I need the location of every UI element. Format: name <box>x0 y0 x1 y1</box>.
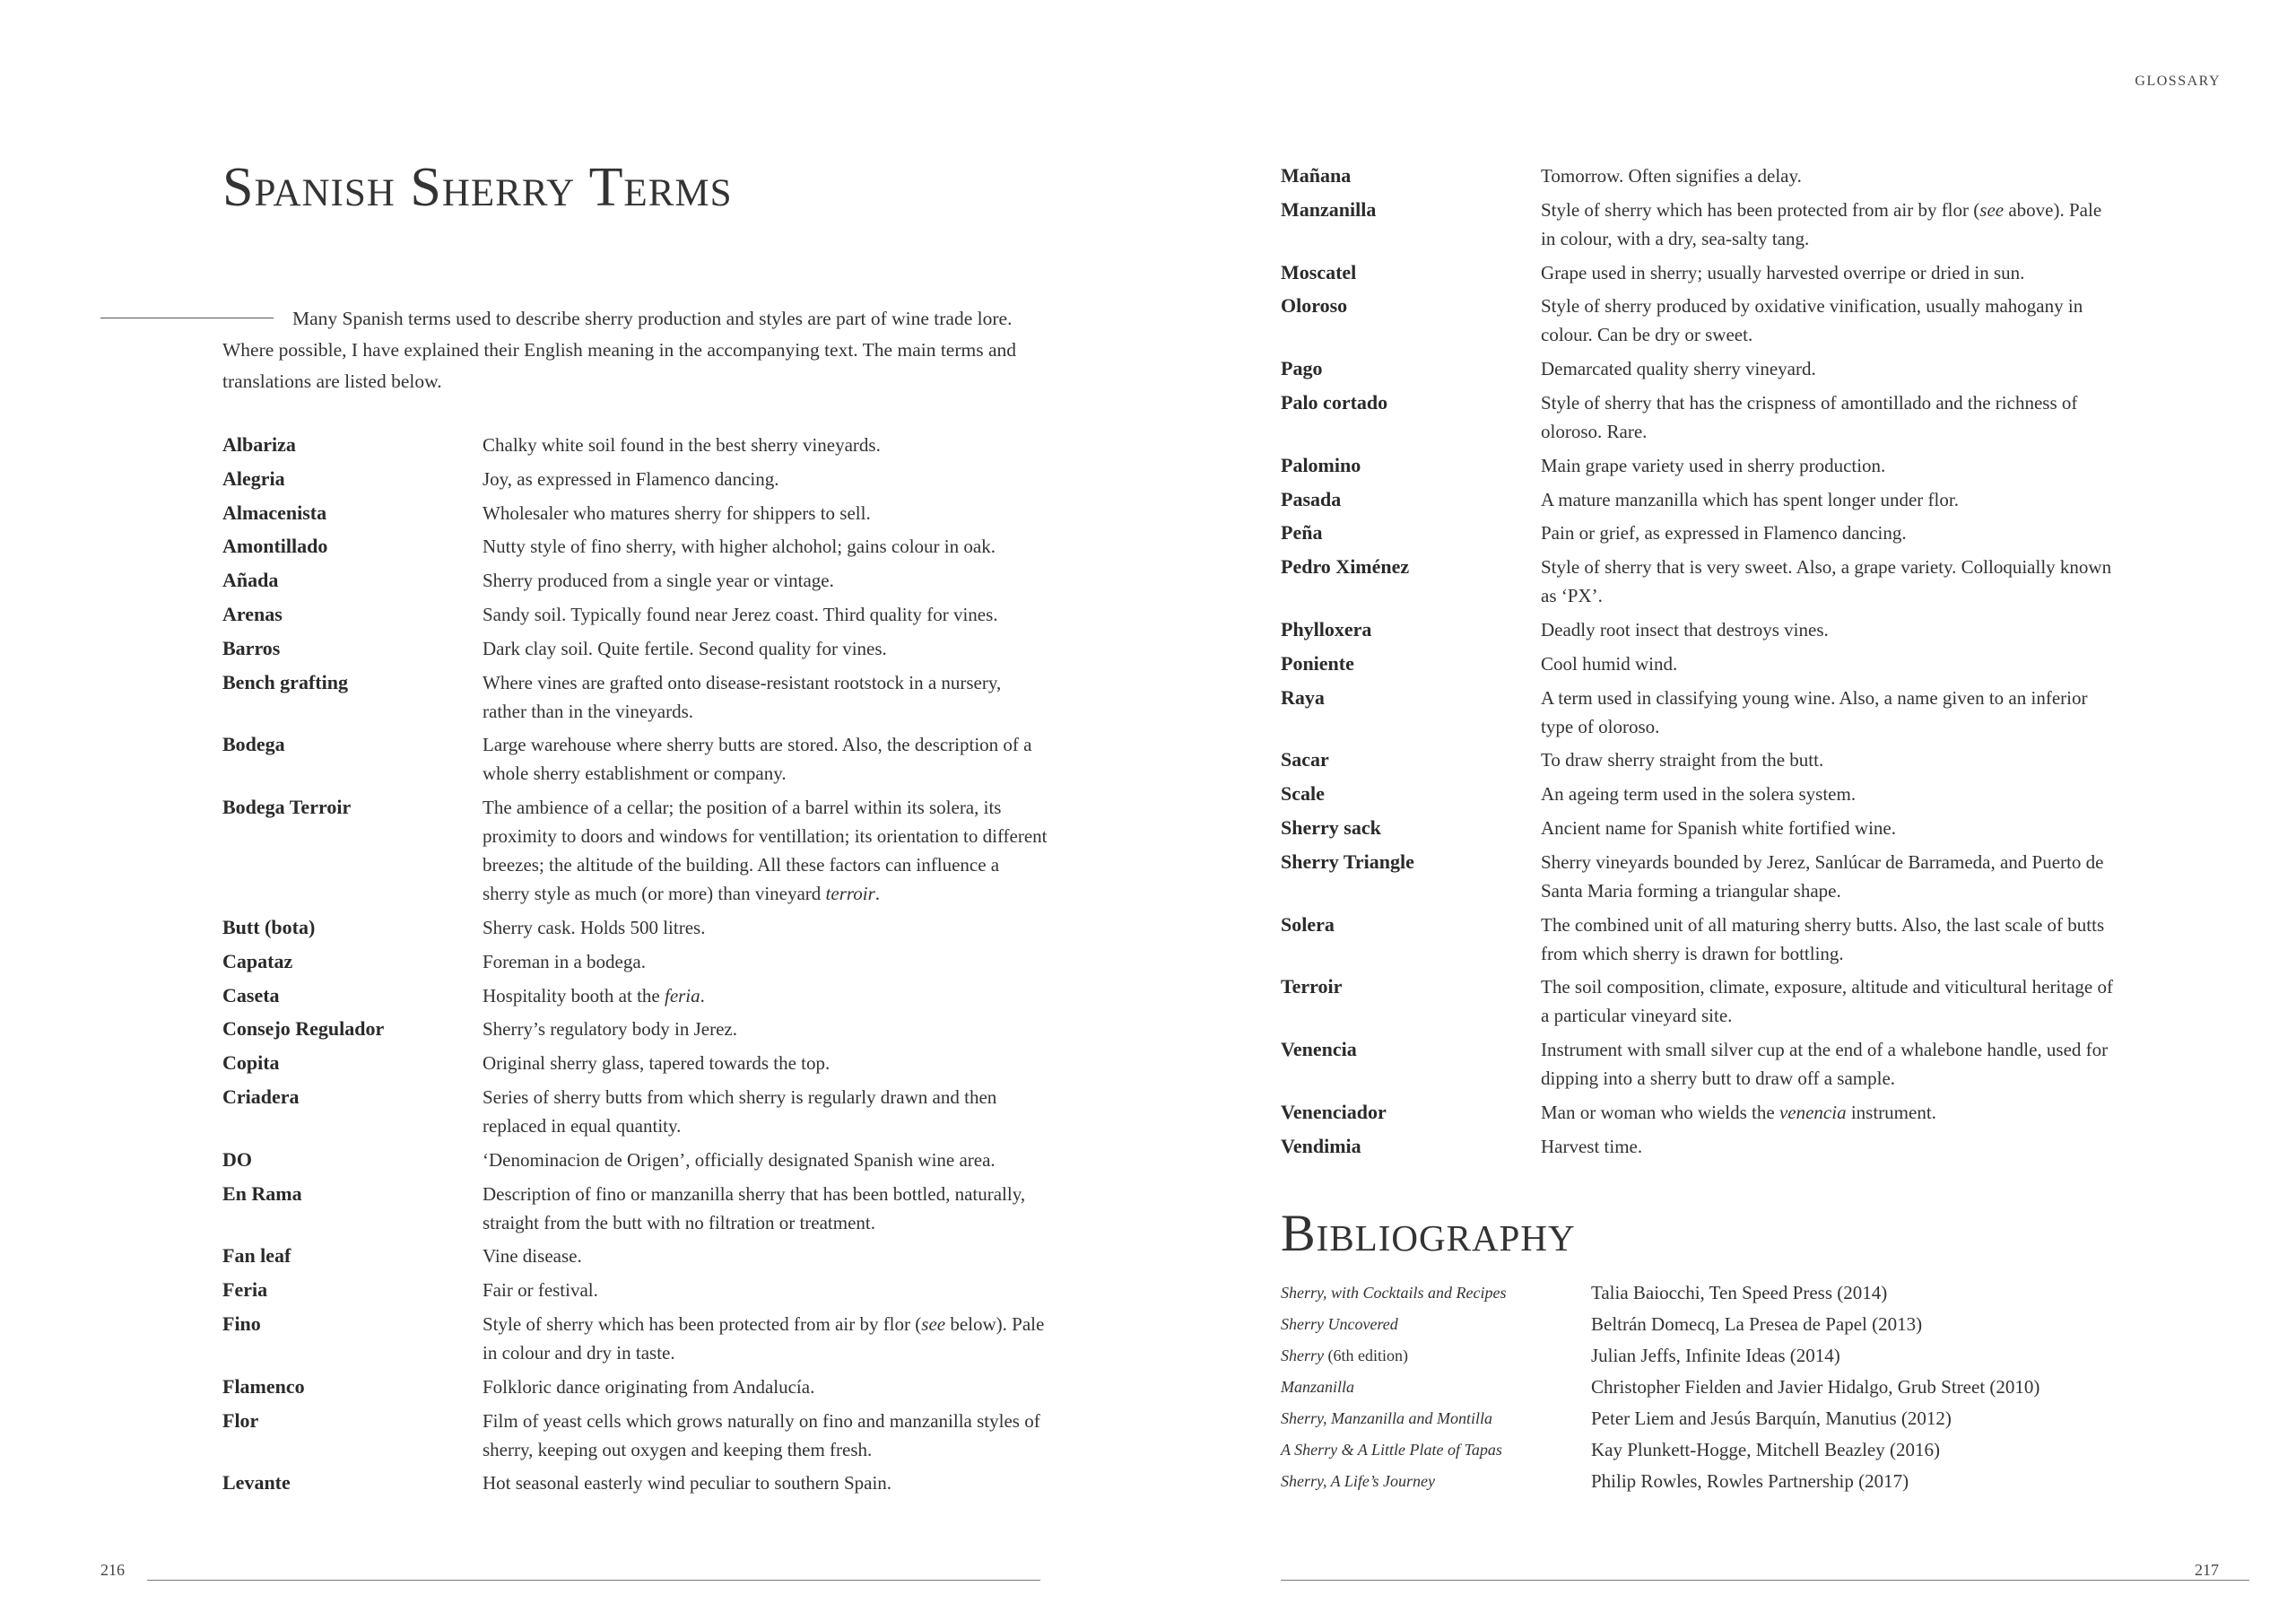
book-title-text: Sherry Uncovered <box>1281 1315 1398 1333</box>
glossary-term: Amontillado <box>222 535 328 558</box>
definition-italic: venencia <box>1779 1101 1847 1123</box>
glossary-entry <box>222 730 1048 788</box>
glossary-term: Sacar <box>1281 748 1329 771</box>
glossary-entry <box>222 1373 1048 1401</box>
glossary-definition <box>1541 972 2115 1030</box>
definition-text-after: . <box>700 984 705 1007</box>
glossary-definition <box>483 499 1048 527</box>
glossary-definition <box>483 668 1048 726</box>
definition-text: Style of sherry which has been protected from air by flor ( <box>1541 198 1980 221</box>
definition-text: Sherry cask. Holds 500 litres. <box>483 916 706 938</box>
glossary-entry <box>1281 615 2115 644</box>
glossary-entry <box>1281 911 2115 968</box>
glossary-definition <box>1541 1132 2115 1161</box>
glossary-entry <box>1281 354 2115 383</box>
glossary-term: Scale <box>1281 782 1325 806</box>
glossary-term: Capataz <box>222 949 293 972</box>
book-title-text: Sherry, with Cocktails and Recipes <box>1281 1284 1507 1302</box>
glossary-definition <box>483 947 1048 976</box>
definition-text: Large warehouse where sherry butts are stored. Also, the description of a whole sherry establishment or company. <box>483 734 1032 785</box>
definition-text: Joy, as expressed in Flamenco dancing. <box>483 467 779 490</box>
bibliography-entry <box>1281 1340 2178 1372</box>
glossary-entry <box>1281 258 2115 287</box>
glossary-definition <box>483 532 1048 561</box>
glossary-definition <box>483 981 1048 1010</box>
glossary-term: Criadera <box>222 1085 300 1108</box>
book-publication: Kay Plunkett-Hogge, Mitchell Beazley (2016) <box>1591 1439 1940 1460</box>
glossary-entry <box>222 431 1048 459</box>
glossary-entry <box>222 913 1048 942</box>
glossary-definition <box>483 793 1048 908</box>
glossary-entry <box>1281 553 2115 610</box>
book-title <box>1281 1378 1591 1397</box>
glossary-entry <box>222 668 1048 726</box>
glossary-entry <box>1281 292 2115 349</box>
definition-text: Ancient name for Spanish white fortified wine. <box>1541 816 1896 839</box>
book-publication: Talia Baiocchi, Ten Speed Press (2014) <box>1591 1282 1888 1303</box>
glossary-term: Añada <box>222 569 279 592</box>
glossary-entry <box>222 1049 1048 1077</box>
glossary-term: Butt (bota) <box>222 915 316 938</box>
glossary-term: Terroir <box>1281 975 1343 998</box>
glossary-definition <box>1541 161 2115 190</box>
glossary-term: Arenas <box>222 602 283 625</box>
glossary-term: Alegria <box>222 466 285 490</box>
bibliography-entry <box>1281 1277 2178 1309</box>
book-publication: Christopher Fielden and Javier Hidalgo, Grub Street (2010) <box>1591 1376 2040 1398</box>
book-title <box>1281 1346 1591 1365</box>
glossary-entry <box>1281 972 2115 1030</box>
glossary-term: Sherry sack <box>1281 815 1381 839</box>
definition-text-after: below). Pale in colour and dry in taste. <box>483 1312 1045 1364</box>
glossary-definition <box>483 1083 1048 1140</box>
glossary-entry <box>222 1276 1048 1304</box>
glossary-term: Bodega Terroir <box>222 796 352 819</box>
glossary-term: Manzanilla <box>1281 197 1377 221</box>
definition-text: Style of sherry produced by oxidative vinification, usually mahogany in colour. Can be dry or sweet. <box>1541 295 2083 346</box>
bibliography-entry <box>1281 1403 2178 1434</box>
glossary-entry <box>1281 780 2115 808</box>
glossary-definition <box>483 566 1048 595</box>
glossary-entry <box>222 947 1048 976</box>
glossary-term: Flor <box>222 1408 259 1432</box>
book-title-text: Sherry <box>1281 1346 1324 1364</box>
glossary-term: Levante <box>222 1471 291 1495</box>
glossary-definition <box>483 1180 1048 1237</box>
glossary-list-right <box>1281 161 2115 1166</box>
glossary-definition <box>1541 1035 2115 1093</box>
glossary-definition <box>483 1310 1048 1367</box>
definition-text: Vine disease. <box>483 1245 582 1268</box>
definition-text: Film of yeast cells which grows naturally on fino and manzanilla styles of sherry, keeping out oxygen and keeping them fresh. <box>483 1409 1040 1460</box>
definition-text: Man or woman who wields the <box>1541 1101 1779 1123</box>
definition-text: Folkloric dance originating from Andalucía. <box>483 1375 815 1398</box>
book-title <box>1281 1409 1591 1428</box>
book-title <box>1281 1284 1591 1303</box>
glossary-term: Phylloxera <box>1281 617 1372 641</box>
glossary-term: Mañana <box>1281 164 1352 187</box>
glossary-entry <box>1281 1035 2115 1093</box>
glossary-term: Raya <box>1281 685 1325 709</box>
glossary-entry <box>222 1468 1048 1497</box>
glossary-definition <box>1541 745 2115 774</box>
book-title-text: Sherry, A Life’s Journey <box>1281 1472 1435 1490</box>
glossary-definition <box>1541 196 2115 253</box>
definition-text: To draw sherry straight from the butt. <box>1541 749 1824 771</box>
glossary-entry <box>1281 388 2115 446</box>
definition-text: Series of sherry butts from which sherry is regularly drawn and then replaced in equal quantity. <box>483 1085 997 1137</box>
glossary-entry <box>222 1407 1048 1464</box>
definition-text: Main grape variety used in sherry production. <box>1541 454 1886 476</box>
book-title-text: Manzanilla <box>1281 1378 1355 1396</box>
glossary-definition <box>1541 451 2115 480</box>
glossary-entry <box>222 465 1048 493</box>
glossary-entry <box>222 793 1048 908</box>
definition-text: Instrument with small silver cup at the end of a whalebone handle, used for dipping into a sherry butt to draw off a sample. <box>1541 1039 2109 1090</box>
page-number-left: 216 <box>100 1561 125 1579</box>
definition-text: A term used in classifying young wine. Also, a name given to an inferior type of oloroso. <box>1541 686 2088 737</box>
definition-text: Style of sherry that is very sweet. Also, a grape variety. Colloquially known as ‘PX’. <box>1541 556 2112 607</box>
glossary-term: DO <box>222 1147 252 1171</box>
glossary-term: Consejo Regulador <box>222 1017 385 1041</box>
definition-italic: feria <box>664 984 700 1007</box>
glossary-definition <box>483 634 1048 663</box>
glossary-entry <box>1281 451 2115 480</box>
glossary-term: Pasada <box>1281 487 1342 510</box>
definition-italic: see <box>921 1312 946 1335</box>
glossary-term: Fino <box>222 1312 261 1335</box>
glossary-entry <box>222 499 1048 527</box>
glossary-term: Pago <box>1281 357 1323 380</box>
definition-text: Sandy soil. Typically found near Jerez coast. Third quality for vines. <box>483 603 998 625</box>
glossary-term: Caseta <box>222 983 280 1007</box>
book-publication: Peter Liem and Jesús Barquín, Manutius (2012) <box>1591 1407 1952 1429</box>
definition-text: Tomorrow. Often signifies a delay. <box>1541 165 1802 187</box>
definition-text: Dark clay soil. Quite fertile. Second quality for vines. <box>483 637 887 659</box>
glossary-term: Solera <box>1281 912 1335 936</box>
glossary-definition <box>483 1146 1048 1174</box>
glossary-list-left <box>222 431 1048 1503</box>
definition-text: Sherry’s regulatory body in Jerez. <box>483 1018 738 1041</box>
right-page <box>1148 0 2296 1621</box>
glossary-entry <box>1281 1098 2115 1127</box>
running-head: GLOSSARY <box>2135 74 2221 89</box>
book-publication: Philip Rowles, Rowles Partnership (2017) <box>1591 1470 1909 1492</box>
glossary-term: Venenciador <box>1281 1100 1387 1123</box>
definition-text-after: above). Pale in colour, with a dry, sea-salty tang. <box>1541 198 2102 249</box>
definition-text: Where vines are grafted onto disease-resistant rootstock in a nursery, rather than in the vineyards. <box>483 671 1002 722</box>
glossary-term: Peña <box>1281 521 1323 545</box>
glossary-entry <box>222 1310 1048 1367</box>
glossary-entry <box>1281 1132 2115 1161</box>
glossary-definition <box>483 730 1048 788</box>
definition-text: The ambience of a cellar; the position of a barrel within its solera, its proximity to doors and windows for ventillation; its orientation to different breezes; the altitude of the building. All these factors can influence a sherry style as much (or more) than vineyard <box>483 797 1048 905</box>
definition-text-after: instrument. <box>1846 1101 1936 1123</box>
definition-text: Style of sherry which has been protected from air by flor ( <box>483 1312 922 1335</box>
page-title: Spanish Sherry Terms <box>222 157 733 218</box>
glossary-entry <box>222 1015 1048 1043</box>
glossary-term: Oloroso <box>1281 294 1348 318</box>
book-title <box>1281 1472 1591 1491</box>
glossary-entry <box>222 981 1048 1010</box>
definition-text: Chalky white soil found in the best sherry vineyards. <box>483 434 881 456</box>
glossary-entry <box>222 1242 1048 1270</box>
glossary-term: Fan leaf <box>222 1244 291 1268</box>
glossary-definition <box>1541 1098 2115 1127</box>
book-title <box>1281 1441 1591 1460</box>
definition-text: A mature manzanilla which has spent longer under flor. <box>1541 488 1959 510</box>
footer-rule-left <box>147 1580 1040 1581</box>
definition-text-after: . <box>874 883 881 905</box>
glossary-entry <box>1281 848 2115 905</box>
glossary-term: Copita <box>222 1051 280 1075</box>
bibliography-title: Bibliography <box>1281 1204 1576 1262</box>
definition-text: Wholesaler who matures sherry for shippers to sell. <box>483 501 871 524</box>
definition-text: The combined unit of all maturing sherry butts. Also, the last scale of butts from which sherry is drawn for bottling. <box>1541 913 2105 964</box>
glossary-term: Flamenco <box>222 1374 305 1398</box>
glossary-term: En Rama <box>222 1181 302 1205</box>
page-number-right: 217 <box>2195 1561 2219 1579</box>
glossary-definition <box>1541 388 2115 446</box>
glossary-definition <box>1541 684 2115 741</box>
book-edition: (6th edition) <box>1324 1346 1408 1364</box>
glossary-entry <box>222 1146 1048 1174</box>
glossary-definition <box>483 431 1048 459</box>
book-title <box>1281 1315 1591 1334</box>
book-publication: Beltrán Domecq, La Presea de Papel (2013) <box>1591 1313 1923 1335</box>
glossary-definition <box>483 465 1048 493</box>
definition-text: Harvest time. <box>1541 1135 1643 1157</box>
glossary-definition <box>483 1015 1048 1043</box>
glossary-definition <box>1541 649 2115 678</box>
definition-text: Style of sherry that has the crispness of amontillado and the richness of oloroso. Rare. <box>1541 391 2078 442</box>
glossary-entry <box>1281 161 2115 190</box>
glossary-term: Almacenista <box>222 501 327 524</box>
definition-text: Original sherry glass, tapered towards the top. <box>483 1052 831 1075</box>
glossary-term: Venencia <box>1281 1038 1357 1061</box>
book-title-text: Sherry, Manzanilla and Montilla <box>1281 1409 1492 1427</box>
definition-text: An ageing term used in the solera system. <box>1541 783 1857 806</box>
definition-italic: see <box>1979 198 2005 221</box>
definition-text: Sherry produced from a single year or vintage. <box>483 570 834 592</box>
glossary-entry <box>222 634 1048 663</box>
glossary-term: Sherry Triangle <box>1281 850 1414 873</box>
definition-text: Hospitality booth at the <box>483 984 665 1007</box>
glossary-term: Vendimia <box>1281 1134 1361 1157</box>
glossary-definition <box>483 1468 1048 1497</box>
intro-paragraph: Many Spanish terms used to describe sherry production and styles are part of wine trade lore. Where possible, I have explained their English meaning in the accompanying text. The main terms and translations are listed below. <box>222 308 1017 392</box>
definition-text: Cool humid wind. <box>1541 652 1678 675</box>
definition-text: Description of fino or manzanilla sherry that has been bottled, naturally, straight from the butt with no filtration or treatment. <box>483 1182 1026 1233</box>
glossary-definition <box>483 1407 1048 1464</box>
glossary-definition <box>1541 519 2115 547</box>
glossary-term: Bench grafting <box>222 670 348 693</box>
glossary-entry <box>1281 745 2115 774</box>
glossary-definition <box>483 1242 1048 1270</box>
glossary-entry <box>222 600 1048 629</box>
glossary-definition <box>483 600 1048 629</box>
definition-text: Pain or grief, as expressed in Flamenco dancing. <box>1541 522 1907 545</box>
glossary-entry <box>1281 684 2115 741</box>
definition-text: Foreman in a bodega. <box>483 950 646 972</box>
definition-text: Demarcated quality sherry vineyard. <box>1541 358 1816 380</box>
glossary-definition <box>1541 354 2115 383</box>
glossary-definition <box>483 1276 1048 1304</box>
glossary-term: Albariza <box>222 433 296 456</box>
glossary-entry <box>1281 814 2115 842</box>
glossary-definition <box>1541 553 2115 610</box>
bibliography-entry <box>1281 1372 2178 1403</box>
book-title-text: A Sherry & A Little Plate of Tapas <box>1281 1441 1502 1459</box>
glossary-definition <box>1541 814 2115 842</box>
glossary-term: Barros <box>222 636 281 659</box>
bibliography-list <box>1281 1277 2178 1497</box>
definition-text: ‘Denominacion de Origen’, officially designated Spanish wine area. <box>483 1148 996 1171</box>
glossary-definition <box>1541 911 2115 968</box>
glossary-definition <box>483 913 1048 942</box>
glossary-term: Poniente <box>1281 651 1354 675</box>
definition-italic: terroir <box>825 883 875 905</box>
glossary-entry <box>222 1180 1048 1237</box>
definition-text: Nutty style of fino sherry, with higher alchohol; gains colour in oak. <box>483 536 996 558</box>
footer-rule-right <box>1281 1580 2249 1581</box>
definition-text: Sherry vineyards bounded by Jerez, Sanlúcar de Barrameda, and Puerto de Santa Maria forming a triangular shape. <box>1541 850 2104 902</box>
definition-text: The soil composition, climate, exposure, altitude and viticultural heritage of a particular vineyard site. <box>1541 976 2113 1027</box>
glossary-entry <box>1281 196 2115 253</box>
bibliography-entry <box>1281 1309 2178 1340</box>
definition-text: Grape used in sherry; usually harvested overripe or dried in sun. <box>1541 261 2025 283</box>
glossary-definition <box>1541 615 2115 644</box>
glossary-definition <box>483 1049 1048 1077</box>
glossary-definition <box>1541 780 2115 808</box>
glossary-entry <box>222 566 1048 595</box>
glossary-entry <box>1281 519 2115 547</box>
glossary-entry <box>222 532 1048 561</box>
glossary-entry <box>1281 485 2115 514</box>
glossary-entry <box>1281 649 2115 678</box>
glossary-definition <box>1541 485 2115 514</box>
glossary-term: Moscatel <box>1281 260 1357 283</box>
glossary-definition <box>1541 292 2115 349</box>
glossary-definition <box>483 1373 1048 1401</box>
book-publication: Julian Jeffs, Infinite Ideas (2014) <box>1591 1345 1840 1366</box>
glossary-term: Palo cortado <box>1281 390 1388 414</box>
bibliography-entry <box>1281 1434 2178 1466</box>
glossary-term: Bodega <box>222 733 285 756</box>
glossary-term: Feria <box>222 1278 268 1302</box>
glossary-term: Palomino <box>1281 453 1361 476</box>
definition-text: Deadly root insect that destroys vines. <box>1541 618 1829 641</box>
glossary-definition <box>1541 258 2115 287</box>
glossary-definition <box>1541 848 2115 905</box>
definition-text: Hot seasonal easterly wind peculiar to southern Spain. <box>483 1472 892 1495</box>
definition-text: Fair or festival. <box>483 1279 598 1302</box>
glossary-entry <box>222 1083 1048 1140</box>
glossary-term: Pedro Ximénez <box>1281 555 1410 579</box>
bibliography-entry <box>1281 1466 2178 1497</box>
